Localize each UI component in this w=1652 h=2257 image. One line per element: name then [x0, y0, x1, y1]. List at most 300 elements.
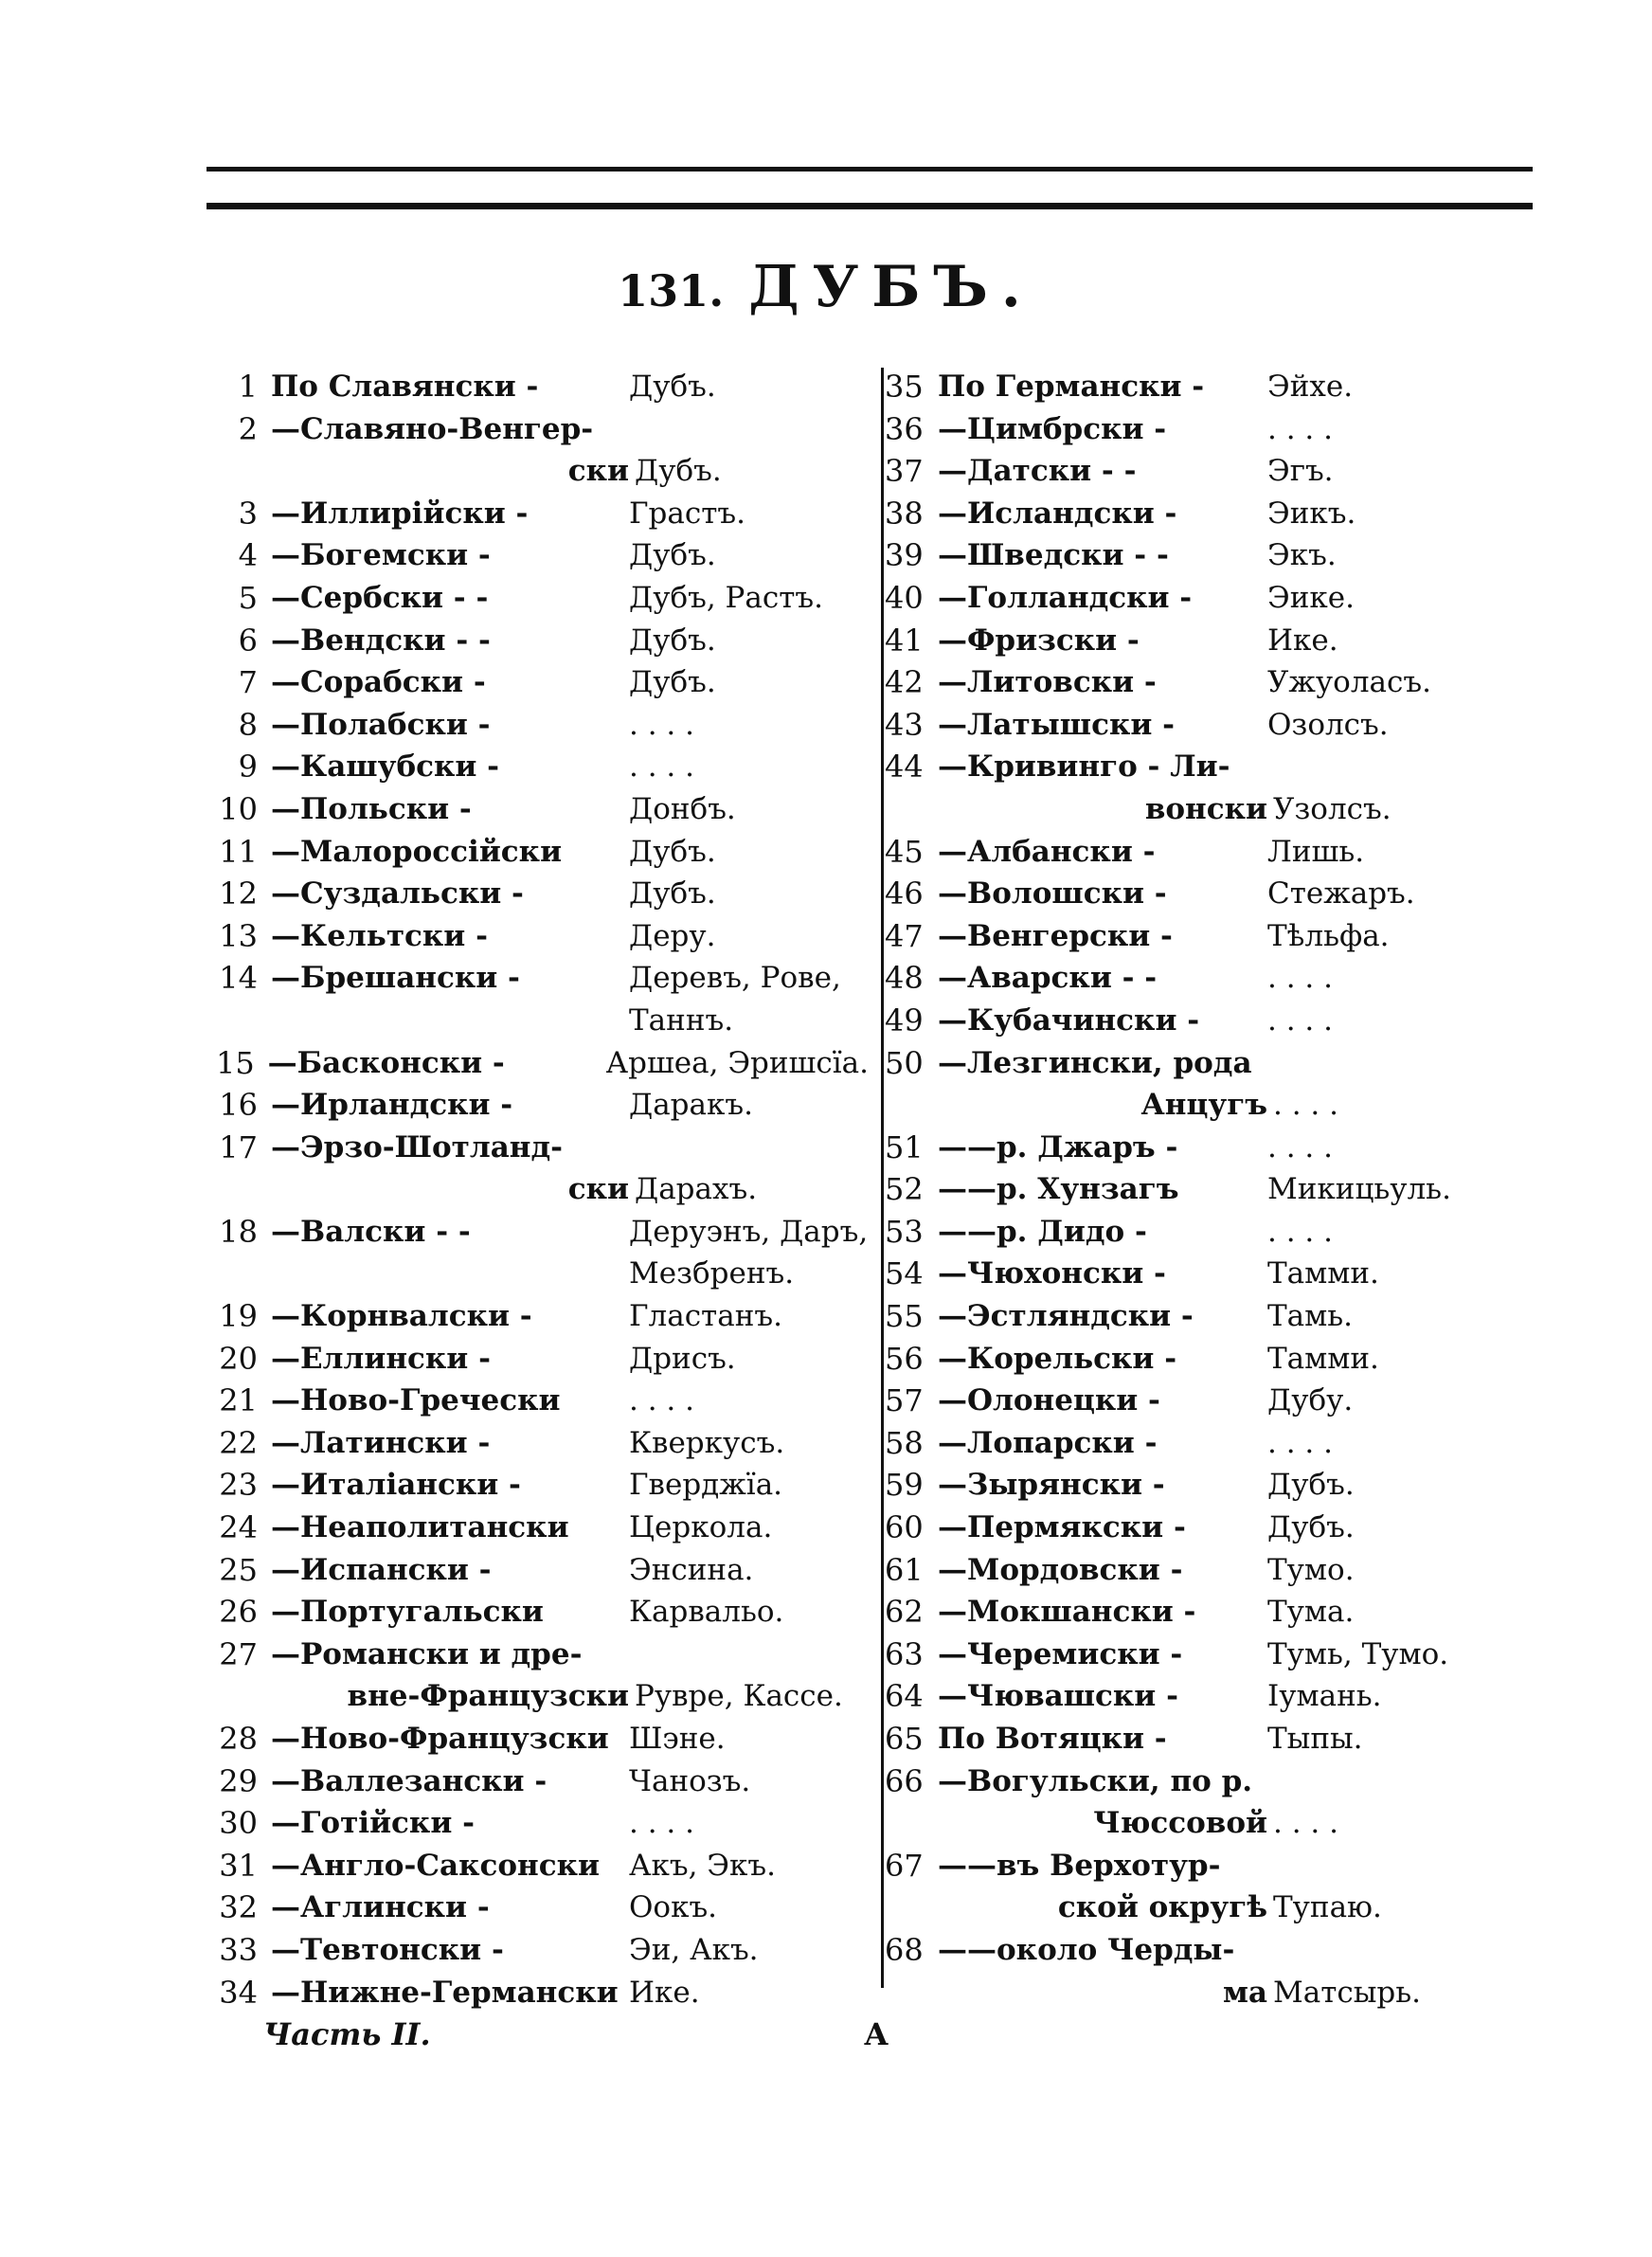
entry-word: Дрисъ.: [629, 1341, 736, 1376]
entry-word: Эйхе.: [1267, 370, 1354, 404]
entry-number: 31: [219, 1847, 258, 1884]
entry-number: 37: [885, 453, 924, 490]
entry-row: [885, 450, 1481, 493]
entry-row: [201, 704, 869, 747]
entry-row: [201, 1464, 869, 1507]
entry-language: —Аварски - -: [938, 961, 1158, 996]
entry-number: [201, 1168, 271, 1211]
entry-language: —Лезгински, рода: [938, 1045, 1252, 1080]
entry-row: [885, 1084, 1481, 1127]
entry-number: 35: [885, 369, 924, 405]
entry-language: —Кривинго - Ли-: [938, 749, 1230, 785]
entry-language: —Италіански -: [271, 1468, 521, 1503]
top-rule: [206, 167, 1533, 172]
entry-row: [201, 915, 869, 958]
entry-language: —Олонецки -: [938, 1383, 1160, 1418]
entry-row: [885, 704, 1481, 747]
entry-word: . . . .: [629, 707, 694, 742]
entry-language: —Испански -: [271, 1552, 492, 1587]
entry-row: [201, 1634, 869, 1676]
entry-row: [885, 1042, 1481, 1085]
entry-row: [201, 1760, 869, 1803]
entry-number: 48: [885, 960, 924, 997]
entry-word: Тамми.: [1267, 1341, 1379, 1376]
entry-number: 13: [219, 917, 258, 954]
entry-word: Экъ.: [1267, 538, 1337, 573]
entry-language: —Полабски -: [271, 707, 491, 742]
entry-row: [201, 1338, 869, 1381]
entry-language: —Чюхонски -: [938, 1256, 1166, 1291]
entry-number: 1: [238, 369, 258, 405]
entry-language: —Фризски -: [938, 623, 1140, 658]
entry-number: [885, 1802, 938, 1845]
entry-language: —Лопарски -: [938, 1425, 1158, 1460]
entry-number: [885, 1972, 938, 2014]
entry-word: Ике.: [1267, 623, 1338, 658]
entry-language: —Волошски -: [938, 876, 1167, 912]
entry-word: Эгъ.: [1267, 454, 1334, 489]
entry-row: [885, 577, 1481, 620]
entry-language: —Богемски -: [271, 538, 491, 573]
entry-word: Дубъ.: [629, 876, 716, 912]
entry-row: [201, 1000, 869, 1042]
entry-language: Анцугъ: [1140, 1088, 1267, 1123]
entry-row: [885, 1887, 1481, 1929]
entry-number: 5: [238, 579, 258, 616]
entry-word: Дубъ.: [629, 665, 716, 700]
entry-word: . . . .: [629, 1806, 694, 1841]
entry-number: 8: [238, 706, 258, 743]
entry-row: [885, 1338, 1481, 1381]
entry-word: Тума.: [1267, 1595, 1355, 1630]
entry-word: Лишь.: [1267, 834, 1365, 869]
entry-number: [885, 1084, 938, 1127]
entry-row: [885, 1718, 1481, 1760]
entry-language: ——р. Хунзагъ: [938, 1172, 1179, 1207]
entry-row: [885, 1464, 1481, 1507]
entry-row: [885, 1295, 1481, 1338]
entry-language: ——р. Дидо -: [938, 1214, 1147, 1249]
entry-number: 68: [885, 1931, 924, 1968]
entry-number: 57: [885, 1382, 924, 1419]
entry-row: [885, 915, 1481, 958]
entry-number: 29: [219, 1762, 258, 1799]
entry-language: —Корельски -: [938, 1341, 1177, 1376]
entry-language: —Мордовски -: [938, 1552, 1183, 1587]
entry-row: [201, 1845, 869, 1887]
entry-language: —Черемиски -: [938, 1636, 1183, 1671]
entry-language: —Славяно-Венгер-: [271, 411, 594, 446]
entry-number: 47: [885, 917, 924, 954]
entry-row: [201, 1422, 869, 1465]
entry-word: Донбъ.: [629, 791, 736, 826]
entry-row: [885, 1972, 1481, 2014]
entry-number: 60: [885, 1509, 924, 1546]
entry-word: Тамми.: [1267, 1256, 1379, 1291]
entry-word: Дарахъ.: [635, 1172, 758, 1207]
entry-word: . . . .: [1267, 1214, 1333, 1249]
entry-row: [201, 957, 869, 1000]
entry-number: 59: [885, 1467, 924, 1504]
entry-number: 9: [238, 749, 258, 785]
entry-word: Карвальо.: [629, 1595, 784, 1630]
entry-number: 21: [219, 1382, 258, 1419]
entry-row: [201, 873, 869, 915]
entry-row: [885, 1929, 1481, 1972]
entry-language: —Латышски -: [938, 707, 1176, 742]
entry-number: 49: [885, 1002, 924, 1038]
entry-language: —Венгерски -: [938, 918, 1173, 953]
entry-number: 23: [219, 1467, 258, 1504]
entry-language: вонски: [1144, 791, 1267, 826]
entry-language: По Вотяцки -: [938, 1722, 1167, 1756]
entry-language: —Албански -: [938, 834, 1156, 869]
part-label: Часть II.: [263, 2016, 431, 2052]
entry-word: Рувре, Кассе.: [635, 1679, 843, 1714]
entry-language: [271, 1253, 629, 1295]
column-divider: [881, 368, 884, 1988]
entry-number: 15: [215, 1044, 255, 1081]
entry-number: 62: [885, 1594, 924, 1631]
entry-number: 19: [219, 1298, 258, 1335]
entry-word: Даракъ.: [629, 1088, 753, 1123]
entry-word: Тыпы.: [1267, 1722, 1363, 1756]
page-heading: [0, 254, 1652, 320]
entry-number: 36: [885, 410, 924, 447]
entry-number: 2: [238, 410, 258, 447]
entry-number: 20: [219, 1340, 258, 1377]
entry-word: Озолсъ.: [1267, 707, 1389, 742]
entry-number: 11: [219, 833, 258, 870]
entry-number: 45: [885, 833, 924, 870]
entry-number: 38: [885, 495, 924, 532]
signature-mark: А: [864, 2016, 889, 2052]
entry-row: [201, 1887, 869, 1929]
entry-language: —Кельтски -: [271, 918, 488, 953]
entry-number: 24: [219, 1509, 258, 1546]
entry-language: —Ново-Гречески: [271, 1383, 561, 1418]
entry-number: [201, 1000, 271, 1042]
entry-word: Тумо.: [1267, 1552, 1355, 1587]
entry-language: —Датски - -: [938, 454, 1137, 489]
entry-row: [201, 661, 869, 704]
entry-number: 42: [885, 664, 924, 701]
entry-number: 26: [219, 1594, 258, 1631]
entry-language: —Сорабски -: [271, 665, 486, 700]
entry-word: Дубъ, Растъ.: [629, 580, 823, 615]
entry-row: [201, 493, 869, 535]
entry-number: 40: [885, 579, 924, 616]
entry-language: —Тевтонски -: [271, 1932, 504, 1967]
entry-row: [885, 1380, 1481, 1422]
entry-language: вне-Французски: [347, 1679, 629, 1714]
entry-word: Оокъ.: [629, 1890, 718, 1925]
entry-number: 18: [219, 1213, 258, 1250]
entry-number: 16: [219, 1087, 258, 1124]
entry-language: —Португальски: [271, 1595, 544, 1630]
entry-row: [201, 1549, 869, 1592]
entry-word: Іумань.: [1267, 1679, 1382, 1714]
entry-word: Чанозъ.: [629, 1763, 751, 1798]
entry-number: 50: [885, 1044, 924, 1081]
entry-language: —Шведски - -: [938, 538, 1169, 573]
entry-word: . . . .: [629, 1383, 694, 1418]
entry-language: —Готійски -: [271, 1806, 475, 1841]
entry-row: [885, 408, 1481, 451]
entry-row: [885, 1253, 1481, 1295]
entry-language: Чюссовой: [1093, 1806, 1267, 1841]
entry-language: —Ново-Французски: [271, 1722, 609, 1756]
entry-row: [201, 450, 869, 493]
entry-word: Эикъ.: [1267, 496, 1356, 531]
entry-word: Тумь, Тумо.: [1267, 1636, 1449, 1671]
entry-number: 66: [885, 1762, 924, 1799]
entry-row: [201, 1380, 869, 1422]
entry-row: [201, 1253, 869, 1295]
entry-number: 51: [885, 1128, 924, 1165]
entry-word: Деруэнъ, Даръ,: [629, 1214, 869, 1249]
entry-word: Узолсъ.: [1273, 791, 1392, 826]
entry-language: —Еллински -: [271, 1341, 491, 1376]
entry-row: [201, 408, 869, 451]
entry-word: . . . .: [1267, 411, 1333, 446]
entry-language: ма: [1222, 1975, 1267, 2010]
entry-word: Церкола.: [629, 1510, 773, 1545]
entry-language: —Нижне-Германски: [271, 1975, 619, 2010]
entry-word: Дубъ.: [629, 623, 716, 658]
entry-language: —Вогульски, по р.: [938, 1763, 1253, 1798]
entry-word: Дубъ.: [635, 454, 722, 489]
entry-row: [201, 1591, 869, 1634]
entry-word: Ужуоласъ.: [1267, 665, 1431, 700]
entry-language: —Аглински -: [271, 1890, 490, 1925]
entry-row: [201, 534, 869, 577]
entry-row: [885, 873, 1481, 915]
entry-word: Энсина.: [629, 1552, 754, 1587]
entry-language: —Литовски -: [938, 665, 1157, 700]
entry-language: [271, 1000, 629, 1042]
entry-row: [201, 1084, 869, 1127]
entry-row: [885, 366, 1481, 408]
entry-row: [201, 1507, 869, 1549]
entry-language: —Суздальски -: [271, 876, 524, 912]
entry-row: [201, 1168, 869, 1211]
entry-word: Матсырь.: [1273, 1975, 1421, 2010]
entry-language: —Корнвалски -: [271, 1299, 532, 1334]
entry-language: —Романски и дре-: [271, 1636, 583, 1671]
entry-row: [885, 1422, 1481, 1465]
entry-row: [201, 1802, 869, 1845]
entry-word: Акъ, Экъ.: [629, 1848, 776, 1883]
entry-number: 54: [885, 1255, 924, 1292]
entry-language: —Эрзо-Шотланд-: [271, 1129, 564, 1165]
entry-language: —Пермякски -: [938, 1510, 1186, 1545]
bottom-rule: [206, 203, 1533, 209]
entry-language: —Эстляндски -: [938, 1299, 1194, 1334]
entry-number: [201, 450, 271, 493]
entry-word: Эике.: [1267, 580, 1355, 615]
entry-number: 32: [219, 1889, 258, 1926]
right-column: [885, 366, 1481, 2013]
entry-language: ски: [567, 1172, 629, 1207]
entry-row: [201, 788, 869, 831]
entry-word: Гластанъ.: [629, 1299, 782, 1334]
entry-word: Гверджїа.: [629, 1468, 783, 1503]
entry-language: По Славянски -: [271, 370, 539, 404]
entry-row: [201, 1718, 869, 1760]
entry-word: Микицьуль.: [1267, 1172, 1451, 1207]
entry-number: 44: [885, 749, 924, 785]
entry-number: [201, 1675, 271, 1718]
entry-number: 22: [219, 1424, 258, 1461]
section-title: ДУБЪ.: [748, 254, 1034, 320]
entry-word: Дубъ.: [629, 370, 716, 404]
entry-word: Дубъ.: [1267, 1510, 1355, 1545]
entry-row: [885, 957, 1481, 1000]
entry-row: [885, 1845, 1481, 1887]
entry-number: 7: [238, 664, 258, 701]
entry-row: [885, 1211, 1481, 1254]
entry-row: [885, 620, 1481, 662]
entry-number: 39: [885, 537, 924, 574]
entry-language: —Ирландски -: [271, 1088, 513, 1123]
entry-row: [201, 620, 869, 662]
entry-word: Дубъ.: [629, 834, 716, 869]
entry-row: [201, 1127, 869, 1169]
entry-number: 17: [219, 1128, 258, 1165]
entry-number: 33: [219, 1931, 258, 1968]
entry-number: 43: [885, 706, 924, 743]
entry-row: [201, 1929, 869, 1972]
entry-row: [201, 366, 869, 408]
entry-number: 67: [885, 1847, 924, 1884]
entry-row: [201, 1042, 869, 1085]
entry-word: Дубъ.: [629, 538, 716, 573]
entry-word: Стежаръ.: [1267, 876, 1415, 912]
entry-number: 28: [219, 1721, 258, 1757]
entry-number: 52: [885, 1171, 924, 1208]
entry-language: —Польски -: [271, 791, 472, 826]
entry-row: [885, 1507, 1481, 1549]
entry-row: [201, 577, 869, 620]
entry-language: —Мокшански -: [938, 1595, 1196, 1630]
entry-language: ——р. Джаръ -: [938, 1129, 1178, 1165]
entry-row: [885, 1802, 1481, 1845]
entry-number: [201, 1253, 271, 1295]
entry-language: —Басконски -: [267, 1045, 505, 1080]
entry-language: —Кашубски -: [271, 749, 500, 785]
entry-word: . . . .: [1267, 961, 1333, 996]
entry-row: [885, 831, 1481, 874]
entry-language: —Вендски - -: [271, 623, 491, 658]
entry-number: 25: [219, 1551, 258, 1588]
entry-number: 58: [885, 1424, 924, 1461]
entry-row: [201, 831, 869, 874]
entry-word: Кверкусъ.: [629, 1425, 785, 1460]
entry-word: Грастъ.: [629, 496, 745, 531]
entry-row: [201, 1675, 869, 1718]
entry-number: 27: [219, 1635, 258, 1672]
entry-row: [885, 746, 1481, 788]
entry-row: [885, 661, 1481, 704]
entry-number: 30: [219, 1805, 258, 1842]
entry-language: —Кубачински -: [938, 1002, 1200, 1038]
entry-row: [885, 493, 1481, 535]
entry-number: 65: [885, 1721, 924, 1757]
entry-number: 34: [219, 1974, 258, 2011]
entry-word: . . . .: [1273, 1088, 1338, 1123]
entry-row: [885, 1127, 1481, 1169]
entry-language: ——около Черды-: [938, 1932, 1235, 1967]
entry-number: 41: [885, 622, 924, 659]
entry-word: Шэне.: [629, 1722, 726, 1756]
left-column: [201, 366, 869, 2013]
entry-word: Тамь.: [1267, 1299, 1354, 1334]
entry-number: 55: [885, 1298, 924, 1335]
entry-language: —Иллирійски -: [271, 496, 529, 531]
entry-language: —Сербски - -: [271, 580, 489, 615]
entry-language: —Неаполитански: [271, 1510, 569, 1545]
entry-word: Таннъ.: [629, 1002, 734, 1038]
entry-word: . . . .: [629, 749, 694, 785]
entry-number: 61: [885, 1551, 924, 1588]
entry-language: ской округѣ: [1057, 1890, 1267, 1925]
entry-number: [885, 1887, 938, 1929]
entry-language: ——въ Верхотур-: [938, 1848, 1221, 1883]
entry-number: 4: [238, 537, 258, 574]
entry-language: —Цимбрски -: [938, 411, 1167, 446]
entry-row: [201, 746, 869, 788]
entry-row: [885, 1591, 1481, 1634]
entry-number: 3: [238, 495, 258, 532]
entry-language: —Латински -: [271, 1425, 491, 1460]
entry-row: [885, 1549, 1481, 1592]
entry-number: 46: [885, 876, 924, 912]
entry-row: [885, 1000, 1481, 1042]
entry-number: 10: [219, 790, 258, 827]
entry-row: [201, 1211, 869, 1254]
entry-language: ски: [567, 454, 629, 489]
entry-word: Ике.: [629, 1975, 700, 2010]
entry-language: По Германски -: [938, 370, 1205, 404]
entry-word: Мезбренъ.: [629, 1256, 795, 1291]
entry-language: —Брешански -: [271, 961, 520, 996]
entry-row: [885, 534, 1481, 577]
section-number: 131.: [618, 265, 725, 316]
entry-word: . . . .: [1267, 1002, 1333, 1038]
entry-number: 56: [885, 1340, 924, 1377]
entry-row: [885, 788, 1481, 831]
entry-word: Тѣльфа.: [1267, 918, 1390, 953]
entry-number: 6: [238, 622, 258, 659]
entry-language: —Англо-Саксонски: [271, 1848, 600, 1883]
entry-language: —Чювашски -: [938, 1679, 1178, 1714]
entry-number: [885, 788, 938, 831]
entry-language: —Валлезански -: [271, 1763, 548, 1798]
entry-word: Эи, Акъ.: [629, 1932, 759, 1967]
entry-number: 14: [219, 960, 258, 997]
entry-word: Тупаю.: [1273, 1890, 1382, 1925]
entry-number: 64: [885, 1678, 924, 1715]
entry-word: Дубъ.: [1267, 1468, 1355, 1503]
entry-language: —Малороссійски: [271, 834, 563, 869]
entry-row: [885, 1760, 1481, 1803]
entry-number: 53: [885, 1213, 924, 1250]
entry-row: [885, 1675, 1481, 1718]
entry-row: [885, 1634, 1481, 1676]
entry-word: . . . .: [1267, 1425, 1333, 1460]
entry-language: —Голландски -: [938, 580, 1193, 615]
